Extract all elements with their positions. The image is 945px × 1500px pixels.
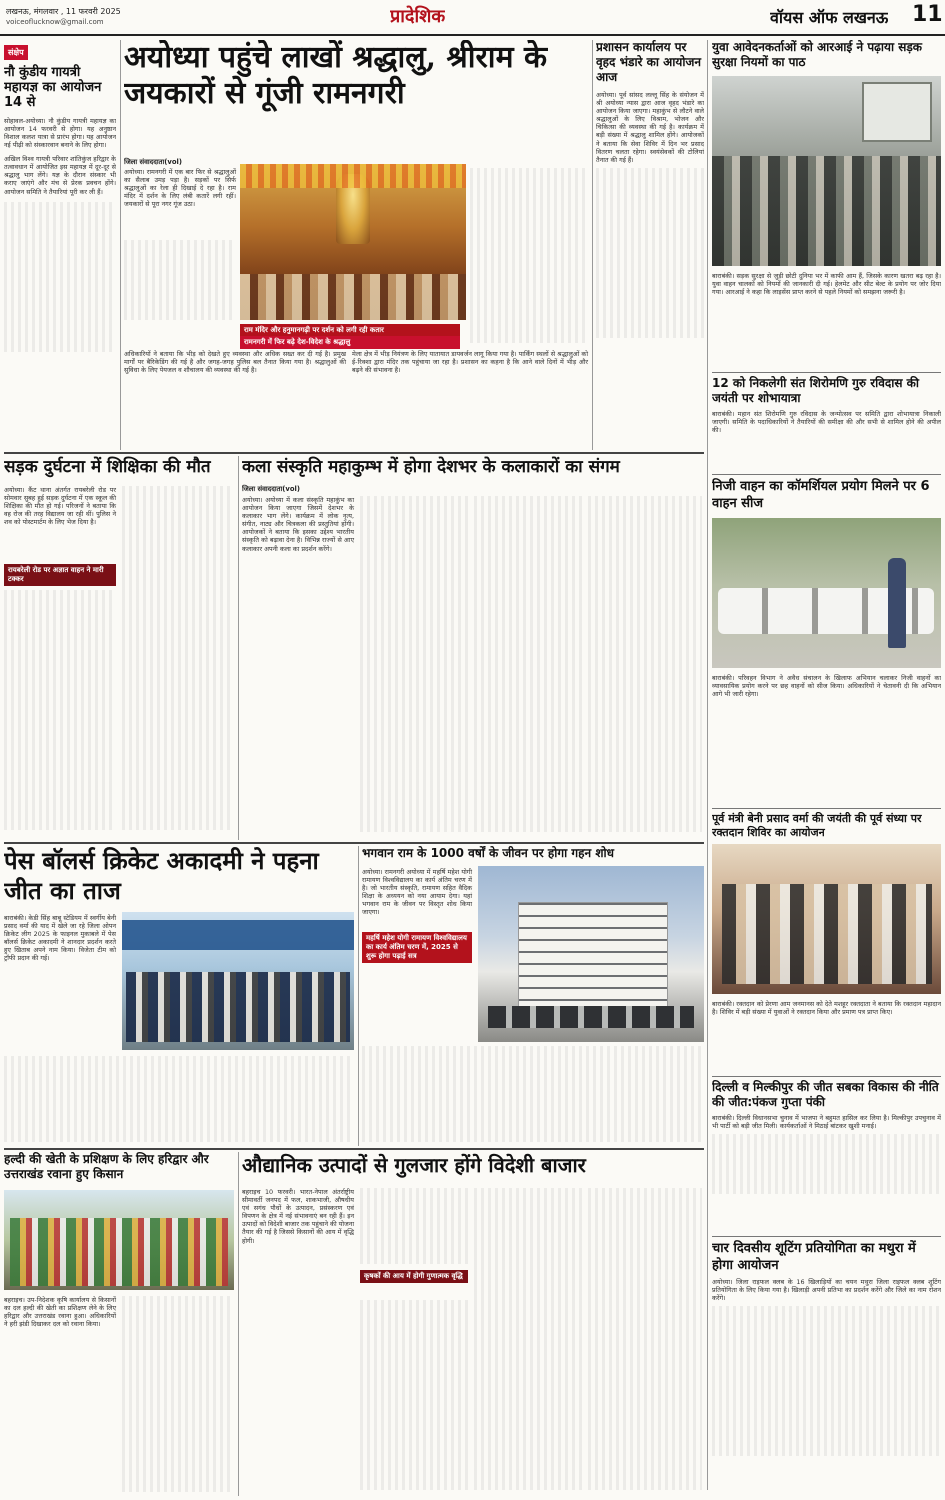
- building-facade: [518, 902, 668, 1012]
- export-col4: [588, 1188, 702, 1490]
- lead-byline: जिला संवाददाता(vol): [124, 158, 182, 166]
- accident-body-more: [4, 590, 116, 830]
- cricket-body: बाराबंकी। केडी सिंह बाबू स्टेडियम में स्वर्गीय बेनी प्रसाद वर्मा की याद में खेले जा रहे जिला ओपन क्रिकेट लीग 2025 के फाइनल मुकाबले में पेस बॉलर्स क्रिकेट अकादमी ने शानदार प्रदर्शन करते हुए खिताब अपने नाम किया। विजेता टीम को ट्रॉफी प्रदान की गई।: [4, 914, 116, 963]
- ram-research-headline: भगवान राम के 1000 वर्षों के जीवन पर होगा गहन शोध: [362, 846, 614, 860]
- road-safety-body: बाराबंकी। सड़क सुरक्षा से जुड़ी छोटी दुनिया भर में काफी आम हैं, जिसके कारण खतरा बढ़ रहा है। युवा वाहन चालकों को नियमों की जानकारी दी गई। हेलमेट और सीट बेल्ट के प्रयोग पर जोर दिया गया। आरआई ने कहा कि लाइसेंस प्राप्त करने से पहले नियमों को समझना जरूरी है।: [712, 272, 941, 297]
- art-culture-body: अयोध्या। अयोध्या में कला संस्कृति महाकुंभ का आयोजन किया जाएगा जिसमें देशभर के कलाकार भाग लेंगे। कार्यक्रम में लोक नृत्य, संगीत, नाट्य और चित्रकला की प्रस्तुतियां होंगी। आयोजकों ने बताया कि इसका उद्देश्य भारतीय संस्कृति को बढ़ावा देना है। विभिन्न राज्यों से आए कलाकार अपनी कला का प्रदर्शन करेंगे।: [242, 496, 354, 553]
- brief-body-b: अखिल विश्व गायत्री परिवार शांतिकुंज हरिद्वार के तत्वावधान में आयोजित इस महायज्ञ में दूर-दूर से श्रद्धालु भाग लेंगे। यज्ञ के दौरान संस्कार भी कराए जाएंगे और मंच से प्रेरक प्रवचन होंगे। आयोजन समिति ने तैयारियां पूरी कर ली हैं।: [4, 155, 116, 196]
- classroom-photo: [712, 76, 941, 266]
- guests-group: [722, 884, 932, 984]
- export-col3: [474, 1188, 582, 1490]
- ram-temple-photo: [240, 164, 466, 320]
- ravidas-body: बाराबंकी। महान संत शिरोमणि गुरु रविदास के जन्मोत्सव पर समिति द्वारा शोभायात्रा निकाली जाएगी। समिति के पदाधिकारियों ने तैयारियों की समीक्षा की और सभी से शामिल होने की अपील की।: [712, 410, 941, 435]
- paper-name: वॉयस ऑफ लखनऊ: [770, 8, 889, 27]
- export-col2: [360, 1188, 468, 1264]
- brief-filler: [4, 202, 116, 352]
- section-title: प्रादेशिक: [390, 6, 446, 27]
- devotees-crowd: [240, 274, 466, 320]
- lead-sub-a: राम मंदिर और हनुमानगढ़ी पर दर्शन को लगी रही कतार: [240, 324, 460, 337]
- art-culture-headline: कला संस्कृति महाकुम्भ में होगा देशभर के कलाकारों का संगम: [242, 457, 620, 477]
- lead-body-b: अधिकारियों ने बताया कि भीड़ को देखते हुए व्यवस्था और अधिक सख्त कर दी गई है। प्रमुख मार्गों पर बैरिकेडिंग की गई है और जगह-जगह पुलिस बल तैनात किया गया है। श्रद्धालुओं की सुविधा के लिए पेयजल व शौचालय की व्यवस्था की गई है।: [124, 350, 346, 375]
- delhi-story: [712, 1080, 941, 1230]
- turmeric-body: बहराइच। उप-निदेशक कृषि कार्यालय से किसानों का दल हल्दी की खेती का प्रशिक्षण लेने के लिए हरिद्वार और उत्तराखंड रवाना हुआ। अधिकारियों ने हरी झंडी दिखाकर दल को रवाना किया।: [4, 1296, 116, 1329]
- brief-label: संक्षेप: [4, 45, 28, 60]
- lead-body-c: मेला क्षेत्र में भीड़ नियंत्रण के लिए यातायात डायवर्जन लागू किया गया है। पार्किंग स्थलों से श्रद्धालुओं को ई-रिक्शा द्वारा मंदिर तक पहुंचाया जा रहा है। प्रशासन का कहना है कि आने वाले दिनों में भीड़ और बढ़ने की संभावना है।: [352, 350, 588, 375]
- ram-research-body-more: [362, 1046, 704, 1142]
- lead-headline: अयोध्या पहुंचे लाखों श्रद्धालु, श्रीराम के जयकारों से गूंजी रामनगरी: [124, 40, 547, 111]
- garland-decoration: [240, 164, 466, 188]
- art-culture-col3: [474, 496, 582, 832]
- vehicle-story: [712, 478, 941, 806]
- accident-story: [4, 456, 234, 840]
- art-culture-byline: जिला संवाददाता(vol): [242, 485, 300, 493]
- road-safety-story: [712, 40, 941, 370]
- cricket-headline: पेस बॉलर्स क्रिकेट अकादमी ने पहना जीत का ताज: [4, 846, 319, 905]
- turmeric-body-col2: [122, 1296, 234, 1492]
- accident-sub: रायबरेली रोड पर अज्ञात वाहन ने मारी टक्कर: [4, 564, 116, 586]
- team-banner: [122, 920, 354, 950]
- officer-figure: [888, 558, 906, 648]
- lead-body-a-more: [124, 240, 236, 320]
- ram-research-story: [362, 846, 704, 1146]
- farmers-photo: [4, 1190, 234, 1290]
- blood-camp-photo: [712, 844, 941, 994]
- bhandara-story: [596, 40, 704, 450]
- export-col2b: [360, 1300, 468, 1490]
- export-body: बहराइच 10 फरवरी। भारत-नेपाल अंतर्राष्ट्रीय सीमावर्ती जनपद में फल, शाकभाजी, औषधीय एवं सगंध पौधों के उत्पादन, प्रसंस्करण एवं विपणन के क्षेत्र में नई संभावनाएं बन रही हैं। इन उत्पादों को विदेशी बाजार तक पहुंचाने की योजना तैयार की गई है जिससे किसानों की आय में वृद्धि होगी।: [242, 1188, 354, 1245]
- accident-body-col2: [122, 486, 234, 830]
- lead-sub-b: रामनगरी में फिर बढ़े देश-विदेश के श्रद्धालु: [240, 336, 460, 349]
- bhandara-body: अयोध्या। पूर्व सांसद लल्लू सिंह के संयोजन में श्री अयोध्या न्यास द्वारा आज वृहद भंडारे का आयोजन किया जाएगा। महाकुंभ से लौटने वाले श्रद्धालुओं के लिए विश्राम, भोजन और चिकित्सा की व्यवस्था की गई है। कार्यक्रम में बड़ी संख्या में श्रद्धालु शामिल होंगे। आयोजकों ने बताया कि सेवा शिविर में दिन भर प्रसाद वितरण चलता रहेगा। स्वयंसेवकों की टोलियां तैनात की गई हैं।: [596, 91, 704, 164]
- window-frame: [862, 82, 932, 142]
- parked-cars-photo: [712, 518, 941, 668]
- bhandara-headline: प्रशासन कार्यालय पर वृहद भंडारे का आयोजन आज: [596, 40, 702, 84]
- brief-headline: नौ कुंडीय गायत्री महायज्ञ का आयोजन 14 से: [4, 65, 102, 110]
- university-building-photo: [478, 866, 704, 1042]
- cricket-story: [4, 846, 354, 1146]
- audience-rows: [712, 156, 941, 266]
- art-culture-col4: [588, 496, 702, 832]
- export-story: [242, 1152, 704, 1496]
- vehicles-front: [488, 1006, 694, 1028]
- delhi-headline: दिल्ली व मिल्कीपुर की जीत सबका विकास की नीति की जीत:पंकज गुप्ता पंकी: [712, 1080, 939, 1109]
- date-line: लखनऊ, मंगलवार , 11 फरवरी 2025: [6, 7, 121, 16]
- blood-camp-headline: पूर्व मंत्री बेनी प्रसाद वर्मा की जयंती की पूर्व संध्या पर रक्तदान शिविर का आयोजन: [712, 812, 922, 839]
- export-headline: औद्यानिक उत्पादों से गुलजार होंगे विदेशी बाजार: [242, 1153, 586, 1177]
- accident-body: अयोध्या। कैंट थाना अंतर्गत रायबरेली रोड पर सोमवार सुबह हुई सड़क दुर्घटना में एक स्कूल की शिक्षिका की मौत हो गई। परिजनों ने बताया कि वह रोज की तरह विद्यालय जा रही थीं। पुलिस ने शव को पोस्टमार्टम के लिए भेज दिया है।: [4, 486, 116, 527]
- accident-headline: सड़क दुर्घटना में शिक्षिका की मौत: [4, 457, 211, 477]
- farmers-group: [10, 1218, 228, 1286]
- shooting-body-more: [712, 1306, 941, 1456]
- delhi-body-more: [712, 1134, 941, 1194]
- brief-column: [4, 40, 116, 446]
- shooting-body: अयोध्या। जिला राइफल क्लब के 16 खिलाड़ियों का चयन मथुरा जिला राइफल क्लब शूटिंग प्रतियोगिता के लिए किया गया है। खिलाड़ी अपनी प्रतिभा का प्रदर्शन करेंगे और जिले का नाम रोशन करेंगे।: [712, 1278, 941, 1303]
- website: voiceoflucknow@gmail.com: [6, 18, 104, 26]
- page-number: 11: [912, 2, 943, 27]
- players-group: [126, 972, 350, 1042]
- ram-research-box: महर्षि महेश योगी रामायण विश्वविद्यालय का कार्य अंतिम चरण में, 2025 से शुरू होगा पढ़ाई सत्र: [362, 932, 472, 963]
- lead-body-d: [470, 168, 588, 343]
- blood-camp-story: [712, 812, 941, 1074]
- brief-body-a: सोहावल-अयोध्या। नौ कुंडीय गायत्री महायज्ञ का आयोजन 14 फरवरी से होगा। यह अनुष्ठान विशाल कलश यात्रा से प्रारंभ होगा। यह आयोजन नई पीढ़ी को संस्कारवान बनाने के लिए होगा।: [4, 116, 116, 150]
- masthead: [0, 0, 945, 34]
- vehicle-body: बाराबंकी। परिवहन विभाग ने अवैध संचालन के खिलाफ अभियान चलाकर निजी वाहनों का व्यावसायिक प्रयोग करने पर छह वाहनों को सीज किया। अधिकारियों ने चेतावनी दी कि अभियान आगे भी जारी रहेगा।: [712, 674, 941, 699]
- lead-story: [124, 40, 590, 450]
- turmeric-headline: हल्दी की खेती के प्रशिक्षण के लिए हरिद्वार और उत्तराखंड रवाना हुए किसान: [4, 1152, 209, 1181]
- export-sub: कृषकों की आय में होगी गुणात्मक वृद्धि: [360, 1270, 468, 1283]
- shooting-story: [712, 1240, 941, 1496]
- bhandara-body-more: [596, 168, 704, 338]
- art-culture-col2: [360, 496, 468, 832]
- turmeric-story: [4, 1152, 234, 1496]
- blood-camp-body: बाराबंकी। रक्तदान को प्रेरणा आम जनमानस को देते मशहूर रक्तदाता ने बताया कि रक्तदान महादान है। शिविर में बड़ी संख्या में युवाओं ने रक्तदान किया और प्रमाण पत्र प्राप्त किए।: [712, 1000, 941, 1017]
- cricket-team-photo: [122, 912, 354, 1050]
- ravidas-story: [712, 376, 941, 472]
- shooting-headline: चार दिवसीय शूटिंग प्रतियोगिता का मथुरा में होगा आयोजन: [712, 1241, 916, 1273]
- road-safety-headline: युवा आवेदनकर्ताओं को आरआई ने पढ़ाया सड़क सुरक्षा नियमों का पाठ: [712, 40, 923, 69]
- cricket-body-more: [4, 1056, 354, 1142]
- lead-body-a: अयोध्या। रामनगरी में एक बार फिर से श्रद्धालुओं का सैलाब उमड़ पड़ा है। सड़कों पर सिर्फ श्रद्धालुओं का रेला ही दिखाई दे रहा है। राम मंदिर में दर्शन के लिए लंबी कतारें लगी रहीं। जयकारों से पूरा नगर गूंज उठा।: [124, 168, 236, 209]
- art-culture-story: [242, 456, 704, 840]
- ravidas-headline: 12 को निकलेगी संत शिरोमणि गुरु रविदास की जयंती पर शोभायात्रा: [712, 376, 919, 405]
- delhi-body: बाराबंकी। दिल्ली विधानसभा चुनाव में भाजपा ने बहुमत हासिल कर लिया है। मिल्कीपुर उपचुनाव में भी पार्टी को बड़ी जीत मिली। कार्यकर्ताओं ने मिठाई बांटकर खुशी मनाई।: [712, 1114, 941, 1131]
- vehicle-headline: निजी वाहन का कॉमर्शियल प्रयोग मिलने पर 6 वाहन सीज: [712, 479, 930, 511]
- ram-research-body: अयोध्या। रामनगरी अयोध्या में महर्षि महेश योगी रामायण विश्वविद्यालय का कार्य अंतिम चरण में है। जो भारतीय संस्कृति, रामायण सहित वैदिक शिक्षा के अध्ययन को नया आयाम देगा। यहां भगवान राम के जीवन पर विस्तृत शोध किया जाएगा।: [362, 868, 472, 917]
